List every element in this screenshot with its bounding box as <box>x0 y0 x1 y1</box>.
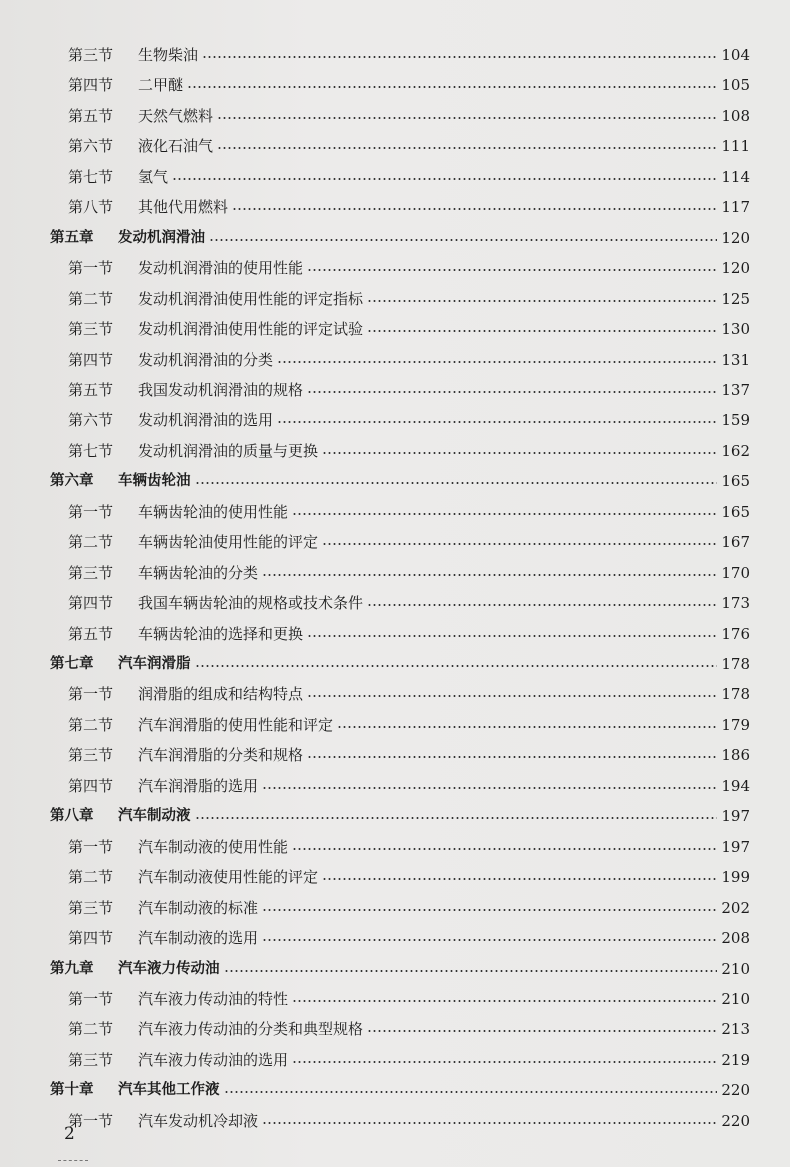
toc-section-row <box>0 832 790 862</box>
leader-dots <box>367 300 717 302</box>
section-title: 发动机润滑油的质量与更换 <box>138 441 319 460</box>
section-number: 第二节 <box>68 715 114 734</box>
section-title: 其他代用燃料 <box>138 198 229 217</box>
section-title: 汽车液力传动油的特性 <box>138 989 289 1008</box>
toc-page-number: 165 <box>721 472 750 491</box>
leader-dots <box>217 117 717 119</box>
section-number: 第三节 <box>68 1050 114 1069</box>
toc-section-row <box>0 923 790 953</box>
leader-dots <box>277 421 717 423</box>
toc-section-row <box>0 131 790 161</box>
section-number: 第五节 <box>68 624 114 643</box>
section-number: 第三节 <box>68 746 114 765</box>
leader-dots <box>337 726 717 728</box>
chapter-title: 汽车润滑脂 <box>118 656 191 672</box>
toc-page-number: 111 <box>721 137 750 156</box>
leader-dots <box>262 1122 717 1124</box>
section-number: 第四节 <box>68 929 114 948</box>
toc-section-row <box>0 314 790 344</box>
toc-chapter-row <box>0 801 790 831</box>
toc-page-number: 167 <box>721 533 750 552</box>
leader-dots <box>307 756 717 758</box>
section-number: 第一节 <box>68 259 114 278</box>
toc-page-number: 219 <box>721 1050 750 1069</box>
section-number: 第八节 <box>68 198 114 217</box>
toc-section-row <box>0 619 790 649</box>
chapter-number: 第六章 <box>50 473 94 490</box>
section-number: 第一节 <box>68 837 114 856</box>
section-number: 第四节 <box>68 76 114 95</box>
toc-section-row <box>0 862 790 892</box>
toc-section-row <box>0 192 790 222</box>
leader-dots <box>262 787 717 789</box>
toc-page-number: 178 <box>721 655 750 673</box>
toc-page-number: 179 <box>721 715 750 734</box>
leader-dots <box>307 635 717 637</box>
section-title: 车辆齿轮油的分类 <box>138 563 259 582</box>
toc-page-number: 117 <box>721 198 750 217</box>
section-title: 汽车润滑脂的分类和规格 <box>138 746 304 765</box>
leader-dots <box>224 1091 717 1093</box>
toc-section-row <box>0 345 790 375</box>
section-title: 液化石油气 <box>138 137 214 156</box>
section-title: 汽车制动液的使用性能 <box>138 837 289 856</box>
toc-section-row <box>0 527 790 557</box>
section-number: 第七节 <box>68 167 114 186</box>
section-number: 第六节 <box>68 137 114 156</box>
section-number: 第四节 <box>68 594 114 613</box>
section-number: 第一节 <box>68 1111 114 1130</box>
toc-page-number: 120 <box>721 228 750 247</box>
toc-section-row <box>0 40 790 70</box>
toc-page-number: 197 <box>721 837 750 856</box>
leader-dots <box>195 665 717 667</box>
toc-section-row <box>0 405 790 435</box>
toc-page-number: 208 <box>721 929 750 948</box>
toc-section-row <box>0 1106 790 1136</box>
toc-section-row <box>0 588 790 618</box>
section-number: 第一节 <box>68 685 114 704</box>
toc-page-number: 210 <box>721 989 750 1008</box>
section-number: 第二节 <box>68 868 114 887</box>
toc-section-row <box>0 1014 790 1044</box>
leader-dots <box>307 269 717 271</box>
leader-dots <box>292 848 717 850</box>
toc-section-row <box>0 70 790 100</box>
toc-page-number: 202 <box>721 898 750 917</box>
leader-dots <box>232 208 717 210</box>
section-number: 第二节 <box>68 533 114 552</box>
toc-page-number: 105 <box>721 76 750 95</box>
toc-chapter-row <box>0 954 790 984</box>
toc-page-number: 162 <box>721 441 750 460</box>
leader-dots <box>195 817 717 819</box>
leader-dots <box>367 330 717 332</box>
leader-dots <box>367 604 717 606</box>
toc-page-number: 220 <box>721 1111 750 1130</box>
section-title: 氢气 <box>138 167 169 186</box>
section-number: 第三节 <box>68 898 114 917</box>
toc-page-number: 104 <box>721 46 750 64</box>
section-number: 第六节 <box>68 411 114 430</box>
section-title: 二甲醚 <box>138 76 184 95</box>
chapter-number: 第七章 <box>50 656 94 672</box>
chapter-title: 发动机润滑油 <box>118 229 205 246</box>
section-number: 第四节 <box>68 350 114 369</box>
leader-dots <box>367 1030 717 1032</box>
section-title: 生物柴油 <box>138 46 199 64</box>
toc-section-row <box>0 284 790 314</box>
chapter-title: 汽车制动液 <box>118 808 191 825</box>
section-title: 汽车发动机冷却液 <box>138 1111 259 1130</box>
leader-dots <box>292 1000 717 1002</box>
leader-dots <box>195 482 717 484</box>
section-title: 汽车制动液的选用 <box>138 929 259 948</box>
chapter-title: 汽车液力传动油 <box>118 960 220 977</box>
toc-page-number: 199 <box>721 868 750 887</box>
section-title: 发动机润滑油的使用性能 <box>138 259 304 278</box>
section-title: 发动机润滑油使用性能的评定指标 <box>138 289 364 308</box>
leader-dots <box>307 695 717 697</box>
toc-page-number: 137 <box>721 380 750 399</box>
leader-dots <box>224 970 717 972</box>
section-number: 第二节 <box>68 1020 114 1039</box>
chapter-title: 汽车其他工作液 <box>118 1082 220 1099</box>
section-title: 汽车液力传动油的选用 <box>138 1050 289 1069</box>
toc-section-row <box>0 1045 790 1075</box>
section-title: 汽车润滑脂的使用性能和评定 <box>138 715 334 734</box>
leader-dots <box>172 178 717 180</box>
section-title: 汽车制动液的标准 <box>138 898 259 917</box>
toc-section-row <box>0 162 790 192</box>
section-number: 第五节 <box>68 380 114 399</box>
section-title: 车辆齿轮油使用性能的评定 <box>138 533 319 552</box>
section-number: 第三节 <box>68 46 114 64</box>
toc-page-number: 197 <box>721 807 750 826</box>
toc-page-number: 170 <box>721 563 750 582</box>
toc-page-number: 176 <box>721 624 750 643</box>
toc-page-number: 173 <box>721 594 750 613</box>
leader-dots <box>277 361 717 363</box>
toc-page-number: 125 <box>721 289 750 308</box>
section-title: 天然气燃料 <box>138 106 214 125</box>
leader-dots <box>322 452 717 454</box>
toc-page-number: 159 <box>721 411 750 430</box>
toc-chapter-row <box>0 466 790 496</box>
section-title: 车辆齿轮油的选择和更换 <box>138 624 304 643</box>
section-title: 我国发动机润滑油的规格 <box>138 380 304 399</box>
toc-section-row <box>0 740 790 770</box>
toc-page-number: 194 <box>721 776 750 795</box>
section-number: 第三节 <box>68 563 114 582</box>
section-title: 发动机润滑油的分类 <box>138 350 274 369</box>
toc-page-number: 131 <box>721 350 750 369</box>
section-title: 我国车辆齿轮油的规格或技术条件 <box>138 594 364 613</box>
toc-section-row <box>0 497 790 527</box>
toc-page-number: 213 <box>721 1020 750 1039</box>
toc-page-number: 178 <box>721 685 750 704</box>
section-number: 第五节 <box>68 106 114 125</box>
toc-page-number: 165 <box>721 502 750 521</box>
section-number: 第三节 <box>68 320 114 339</box>
section-number: 第七节 <box>68 441 114 460</box>
toc-page-number: 108 <box>721 106 750 125</box>
toc-section-row <box>0 893 790 923</box>
toc-section-row <box>0 375 790 405</box>
toc-section-row <box>0 771 790 801</box>
section-number: 第二节 <box>68 289 114 308</box>
leader-dots <box>292 1061 717 1063</box>
toc-page-number: 210 <box>721 959 750 978</box>
section-number: 第四节 <box>68 776 114 795</box>
toc-chapter-row <box>0 1075 790 1105</box>
toc-section-row <box>0 679 790 709</box>
section-title: 车辆齿轮油的使用性能 <box>138 502 289 521</box>
toc-page-number: 186 <box>721 746 750 765</box>
section-title: 汽车润滑脂的选用 <box>138 776 259 795</box>
leader-dots <box>307 391 717 393</box>
toc-page-number: 120 <box>721 259 750 278</box>
folio-decoration <box>58 1150 88 1161</box>
toc-section-row <box>0 253 790 283</box>
leader-dots <box>217 147 717 149</box>
leader-dots <box>187 86 717 88</box>
chapter-title: 车辆齿轮油 <box>118 473 191 490</box>
toc-chapter-row <box>0 649 790 679</box>
toc-page-number: 114 <box>721 167 750 186</box>
leader-dots <box>292 513 717 515</box>
chapter-number: 第九章 <box>50 960 94 977</box>
page-number: 2 <box>64 1124 75 1144</box>
leader-dots <box>322 878 717 880</box>
section-title: 汽车制动液使用性能的评定 <box>138 868 319 887</box>
section-title: 发动机润滑油的选用 <box>138 411 274 430</box>
chapter-number: 第五章 <box>50 229 94 246</box>
toc-chapter-row <box>0 223 790 253</box>
leader-dots <box>209 239 717 241</box>
section-title: 润滑脂的组成和结构特点 <box>138 685 304 704</box>
leader-dots <box>262 939 717 941</box>
toc-section-row <box>0 101 790 131</box>
leader-dots <box>322 543 717 545</box>
toc-section-row <box>0 984 790 1014</box>
toc-page-number: 130 <box>721 320 750 339</box>
toc-section-row <box>0 436 790 466</box>
section-number: 第一节 <box>68 502 114 521</box>
section-title: 发动机润滑油使用性能的评定试验 <box>138 320 364 339</box>
toc-section-row <box>0 558 790 588</box>
chapter-number: 第八章 <box>50 808 94 825</box>
toc-section-row <box>0 710 790 740</box>
leader-dots <box>262 574 717 576</box>
chapter-number: 第十章 <box>50 1082 94 1099</box>
leader-dots <box>202 56 717 58</box>
toc-page-number: 220 <box>721 1081 750 1100</box>
leader-dots <box>262 909 717 911</box>
section-number: 第一节 <box>68 989 114 1008</box>
section-title: 汽车液力传动油的分类和典型规格 <box>138 1020 364 1039</box>
